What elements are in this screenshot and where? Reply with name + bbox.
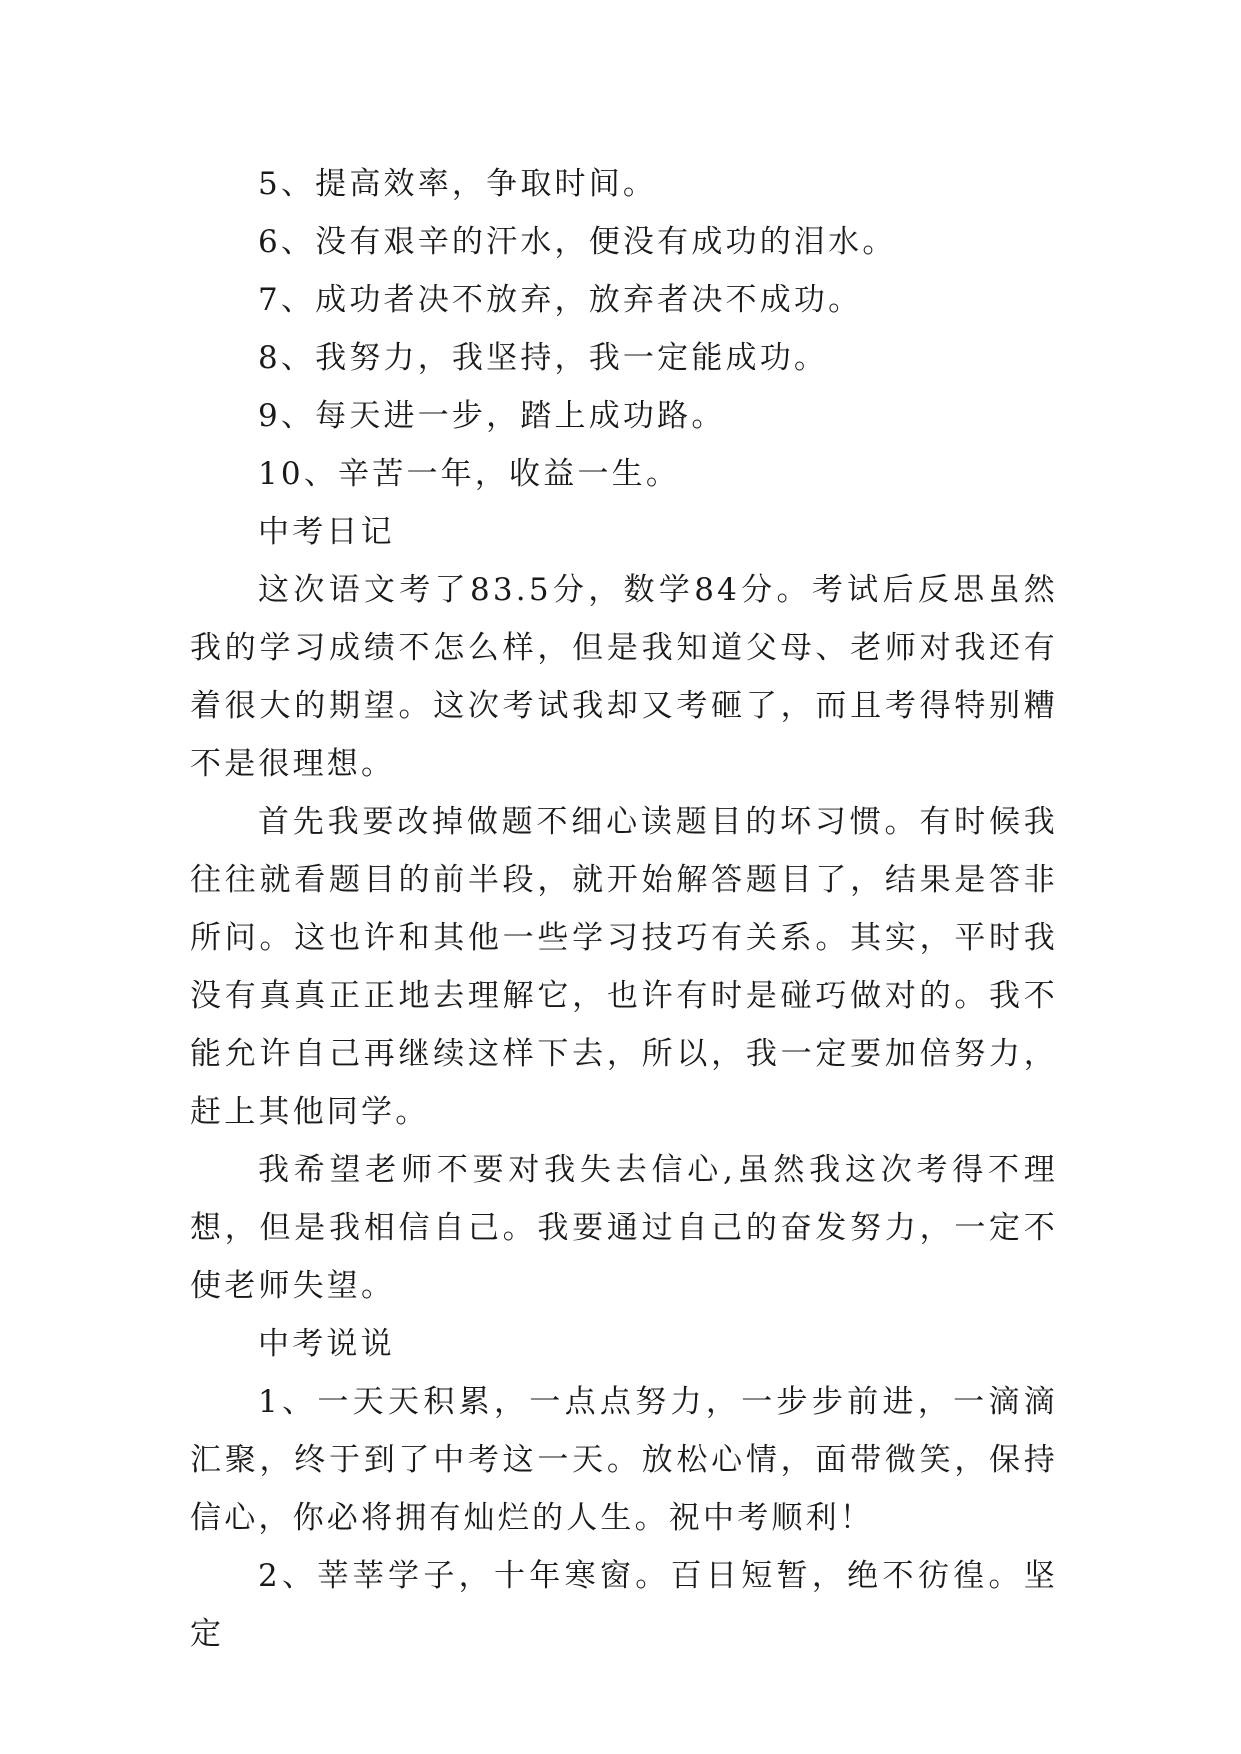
saying-paragraph: 1、一天天积累，一点点努力，一步步前进，一滴滴汇聚，终于到了中考这一天。放松心情，面带微笑，保持信心，你必将拥有灿烂的人生。祝中考顺利！ [190, 1384, 1058, 1536]
section-heading-sayings: 中考说说 [258, 1326, 395, 1362]
list-item: 5、提高效率，争取时间。 [258, 166, 658, 202]
diary-paragraph: 这次语文考了83.5分，数学84分。考试后反思虽然我的学习成绩不怎么样，但是我知道父母、老师对我还有着很大的期望。这次考试我却又考砸了，而且考得特别糟不是很理想。 [190, 572, 1058, 782]
list-item: 10、辛苦一年，收益一生。 [258, 456, 681, 492]
section-heading-diary: 中考日记 [258, 514, 395, 550]
document-body [190, 155, 1058, 1663]
saying-paragraph: 2、莘莘学子，十年寒窗。百日短暂，绝不彷徨。坚定 [190, 1558, 1058, 1652]
list-item: 9、每天进一步，踏上成功路。 [258, 398, 726, 434]
list-item: 7、成功者决不放弃，放弃者决不成功。 [258, 282, 863, 318]
diary-paragraph: 我希望老师不要对我失去信心,虽然我这次考得不理想，但是我相信自己。我要通过自己的奋发努力，一定不使老师失望。 [190, 1152, 1058, 1304]
list-item: 8、我努力，我坚持，我一定能成功。 [258, 340, 829, 376]
list-item: 6、没有艰辛的汗水，便没有成功的泪水。 [258, 224, 897, 260]
diary-paragraph: 首先我要改掉做题不细心读题目的坏习惯。有时候我往往就看题目的前半段，就开始解答题目了，结果是答非所问。这也许和其他一些学习技巧有关系。其实，平时我没有真真正正地去理解它，也许有时是碰巧做对的。我不能允许自己再继续这样下去，所以，我一定要加倍努力，赶上其他同学。 [190, 804, 1058, 1130]
